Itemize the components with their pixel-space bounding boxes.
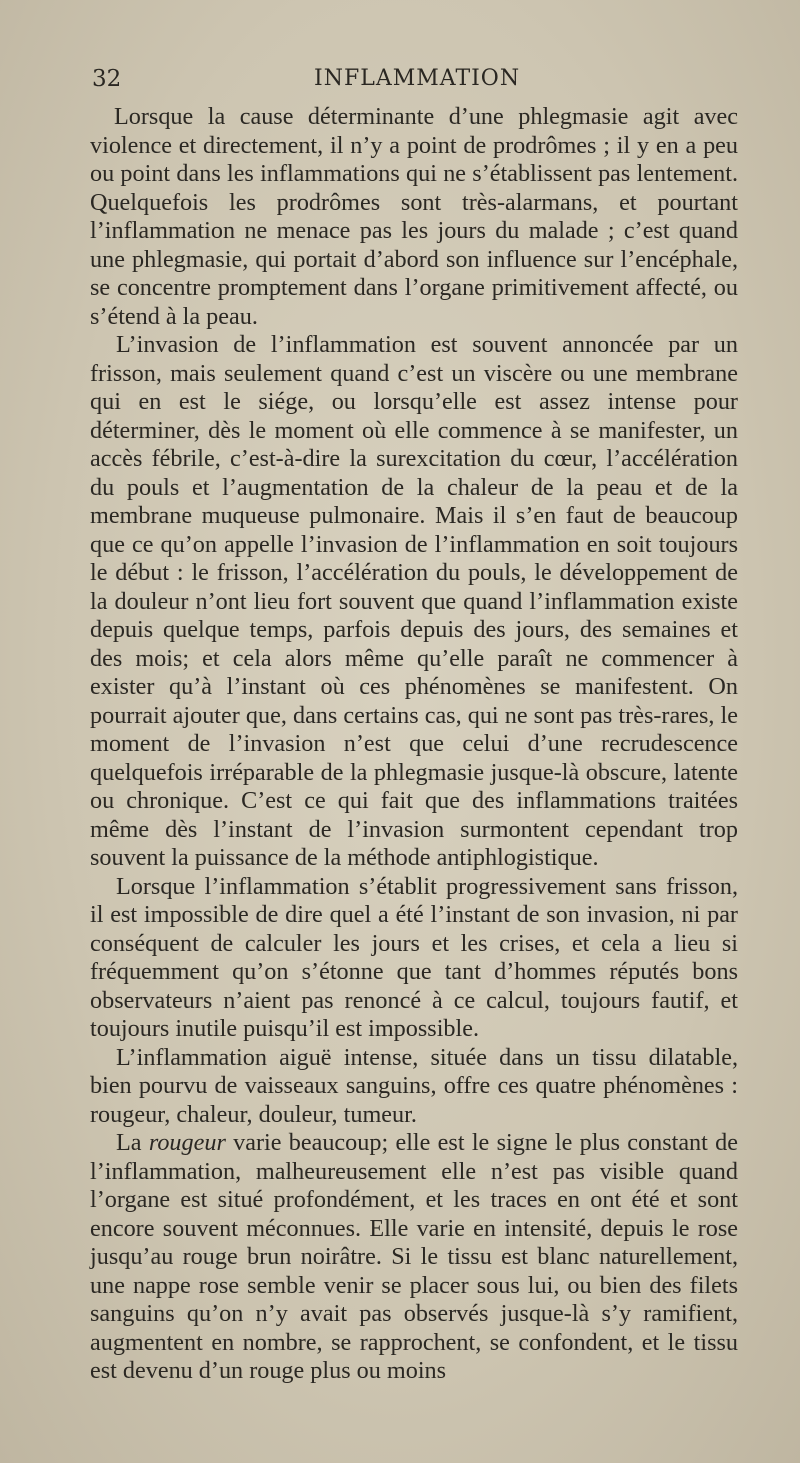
rougeur-term: rougeur bbox=[148, 1129, 226, 1156]
page-header bbox=[92, 66, 572, 96]
running-title: INFLAMMATION bbox=[314, 66, 521, 91]
rougeur-start: La bbox=[116, 1129, 149, 1156]
paragraph-rougeur bbox=[90, 1129, 738, 1386]
paragraph-prodromes: Lorsque la cause déterminante d’une phlegmasie agit avec violence et directement, il n’y a point de prodrômes ; il y en a peu ou point dans les inflammations qui ne s’établissent pas lentement. Quelquefois les prodrômes sont très-alarmans, et pourtant l’inflammation ne menace pas les jours du malade ; c’est quand une phlegmasie, qui portait d’abord son influence sur l’encéphale, se concentre promptement dans l’organe primitivement affecté, ou s’étend à la peau. bbox=[90, 103, 738, 330]
rougeur-rest: varie beaucoup; elle est le signe le plus constant de l’inflammation, malheureusement elle n’est pas visible quand l’organe est situé profondément, et les traces en ont été et sont encore souvent méconnues. Elle varie en intensité, depuis le rose jusqu’au rouge brun noirâtre. Si le tissu est blanc naturellement, une nappe rose semble venir se placer sous lui, ou bien des filets sanguins qu’on n’y avait pas observés jusque-là s’y ramifient, augmentent en nombre, se rapprochent, se confondent, et le tissu est devenu d’un rouge plus ou moins bbox=[90, 1129, 738, 1384]
body-text bbox=[90, 103, 738, 1386]
paragraph-progressive: Lorsque l’inflammation s’établit progressivement sans frisson, il est impossible de dire quel a été l’instant de son invasion, ni par conséquent de calculer les jours et les crises, et cela a lieu si fréquemment qu’on s’étonne que tant d’hommes réputés bons observateurs n’aient pas renoncé à ce calcul, toujours fautif, et toujours inutile puisqu’il est impossible. bbox=[90, 872, 738, 1042]
paragraph-invasion: L’invasion de l’inflammation est souvent annoncée par un frisson, mais seulement quand c’est un viscère ou une membrane qui en est le siége, ou lorsqu’elle est assez intense pour déterminer, dès le moment où elle commence à se manifester, un accès fébrile, c’est-à-dire la surexcitation du cœur, l’accélération du pouls et l’augmentation de la chaleur de la peau et de la membrane muqueuse pulmonaire. Mais il s’en faut de beaucoup que ce qu’on appelle l’invasion de l’inflammation en soit toujours le début : le frisson, l’accélération du pouls, le développement de la douleur n’ont lieu fort souvent que quand l’inflammation existe depuis quelque temps, parfois depuis des jours, des semaines et des mois; et cela alors même qu’elle paraît ne commencer à exister qu’à l’instant où ces phénomènes se manifestent. On pourrait ajouter que, dans certains cas, qui ne sont pas très-rares, le moment de l’invasion n’est que celui d’une recrudescence quelquefois irréparable de la phlegmasie jusque-là obscure, latente ou chronique. C’est ce qui fait que des inflammations traitées même dès l’instant de l’invasion surmontent cependant trop souvent la puissance de la méthode antiphlogistique. bbox=[90, 331, 738, 871]
paragraph-four-phenomena: L’inflammation aiguë intense, située dans un tissu dilatable, bien pourvu de vaisseaux sanguins, offre ces quatre phénomènes : rougeur, chaleur, douleur, tumeur. bbox=[90, 1043, 738, 1128]
page-number: 32 bbox=[92, 66, 122, 92]
